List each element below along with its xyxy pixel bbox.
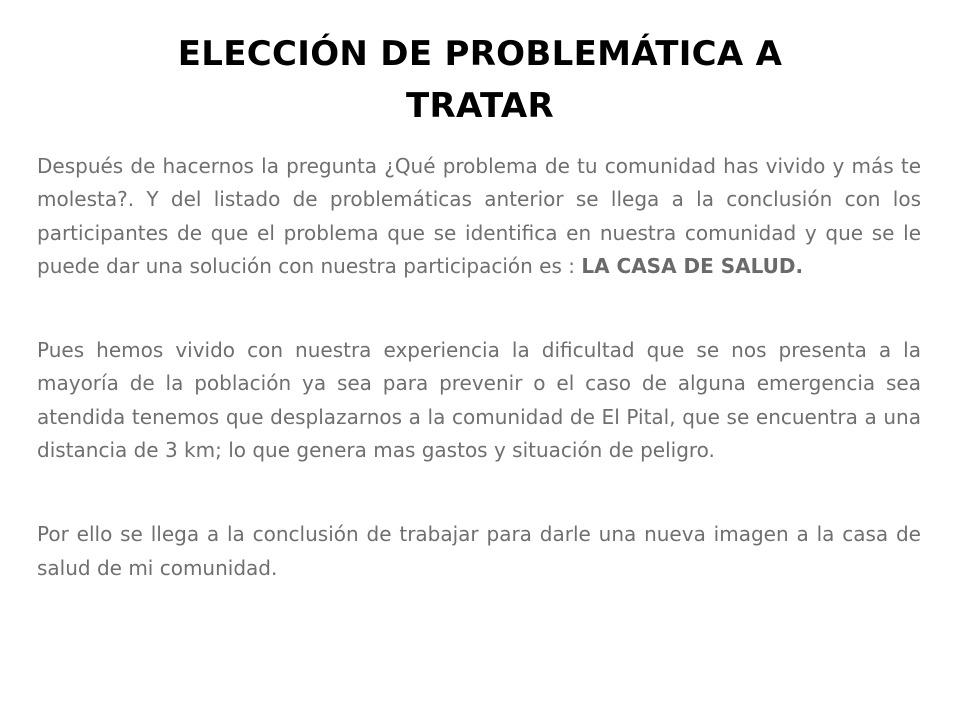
- paragraph-1: [37, 150, 921, 283]
- paragraph-1-bold: LA CASA DE SALUD.: [581, 253, 804, 278]
- paragraph-3-text: Por ello se llega a la conclusión de trabajar para darle una nueva imagen a la casa de salud de mi comunidad.: [37, 522, 921, 580]
- slide-body: [37, 150, 921, 585]
- paragraph-1-text: Después de hacernos la pregunta ¿Qué problema de tu comunidad has vivido y más te molesta?. Y del listado de problemáticas anterior se llega a la conclusión con los participantes de que el problema que se identifica en nuestra comunidad y que se le puede dar una solución con nuestra participación es :: [37, 154, 921, 278]
- paragraph-2-text: Pues hemos vivido con nuestra experiencia la dificultad que se nos presenta a la mayoría de la población ya sea para prevenir o el caso de alguna emergencia sea atendida tenemos que desplazarnos a la comunidad de El Pital, que se encuentra a una distancia de 3 km; lo que genera mas gastos y situación de peligro.: [37, 338, 921, 463]
- paragraph-3: [37, 518, 921, 585]
- paragraph-2: [37, 334, 921, 467]
- slide-title: ELECCIÓN DE PROBLEMÁTICA A TRATAR: [177, 34, 783, 126]
